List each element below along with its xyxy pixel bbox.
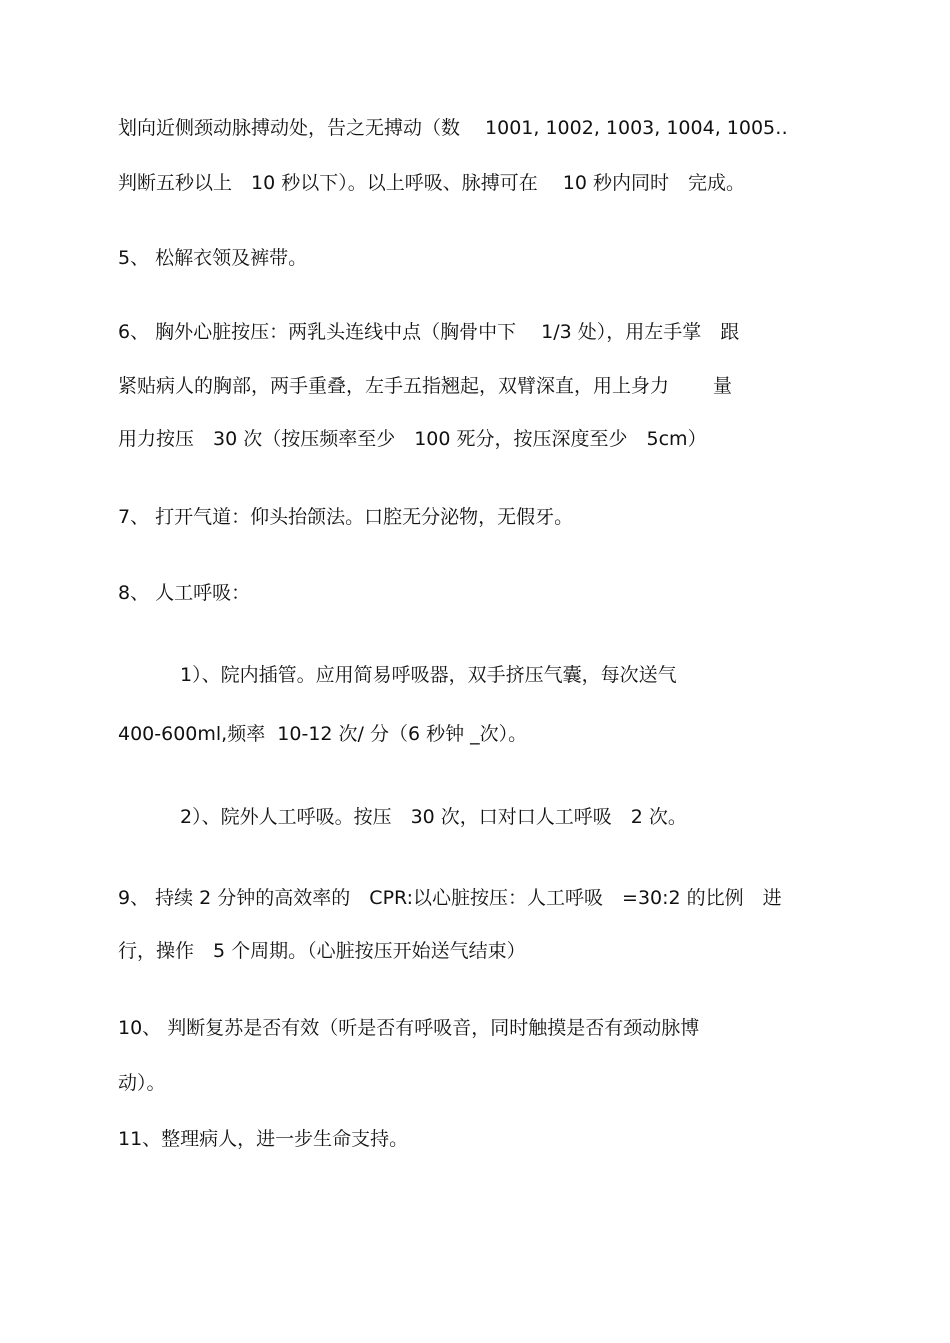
step-8-sub-1: 1）、院内插管。应用简易呼吸器，双手挤压气囊，每次送气 xyxy=(180,664,677,686)
text-line: 划向近侧颈动脉搏动处，告之无搏动（数 1001, 1002, 1003, 1004, 1005‥ xyxy=(118,117,788,139)
text-line: 紧贴病人的胸部，两手重叠，左手五指翘起，双臂深直，用上身力 量 xyxy=(118,375,733,397)
step-11: 11、整理病人，进一步生命支持。 xyxy=(118,1128,409,1150)
step-8-sub-2: 2）、院外人工呼吸。按压 30 次，口对口人工呼吸 2 次。 xyxy=(180,806,687,828)
step-5: 5、 松解衣领及裤带。 xyxy=(118,247,308,269)
step-8: 8、 人工呼吸： xyxy=(118,582,251,604)
text-line: 行，操作 5 个周期。（心脏按压开始送气结束） xyxy=(118,940,526,962)
text-line: 动）。 xyxy=(118,1072,166,1094)
step-10: 10、 判断复苏是否有效（听是否有呼吸音，同时触摸是否有颈动脉博 xyxy=(118,1017,700,1039)
text-line: 用力按压 30 次（按压频率至少 100 死分，按压深度至少 5cm） xyxy=(118,428,707,450)
text-line: 400-600ml,频率 10-12 次/ 分（6 秒钟 _次）。 xyxy=(118,723,528,745)
text-line: 判断五秒以上 10 秒以下）。以上呼吸、脉搏可在 10 秒内同时 完成。 xyxy=(118,172,745,194)
step-7: 7、 打开气道：仰头抬颌法。口腔无分泌物，无假牙。 xyxy=(118,506,574,528)
step-6: 6、 胸外心脏按压：两乳头连线中点（胸骨中下 1/3 处），用左手掌 跟 xyxy=(118,321,740,343)
step-9: 9、 持续 2 分钟的高效率的 CPR:以心脏按压：人工呼吸 =30:2 的比例 进 xyxy=(118,887,782,909)
